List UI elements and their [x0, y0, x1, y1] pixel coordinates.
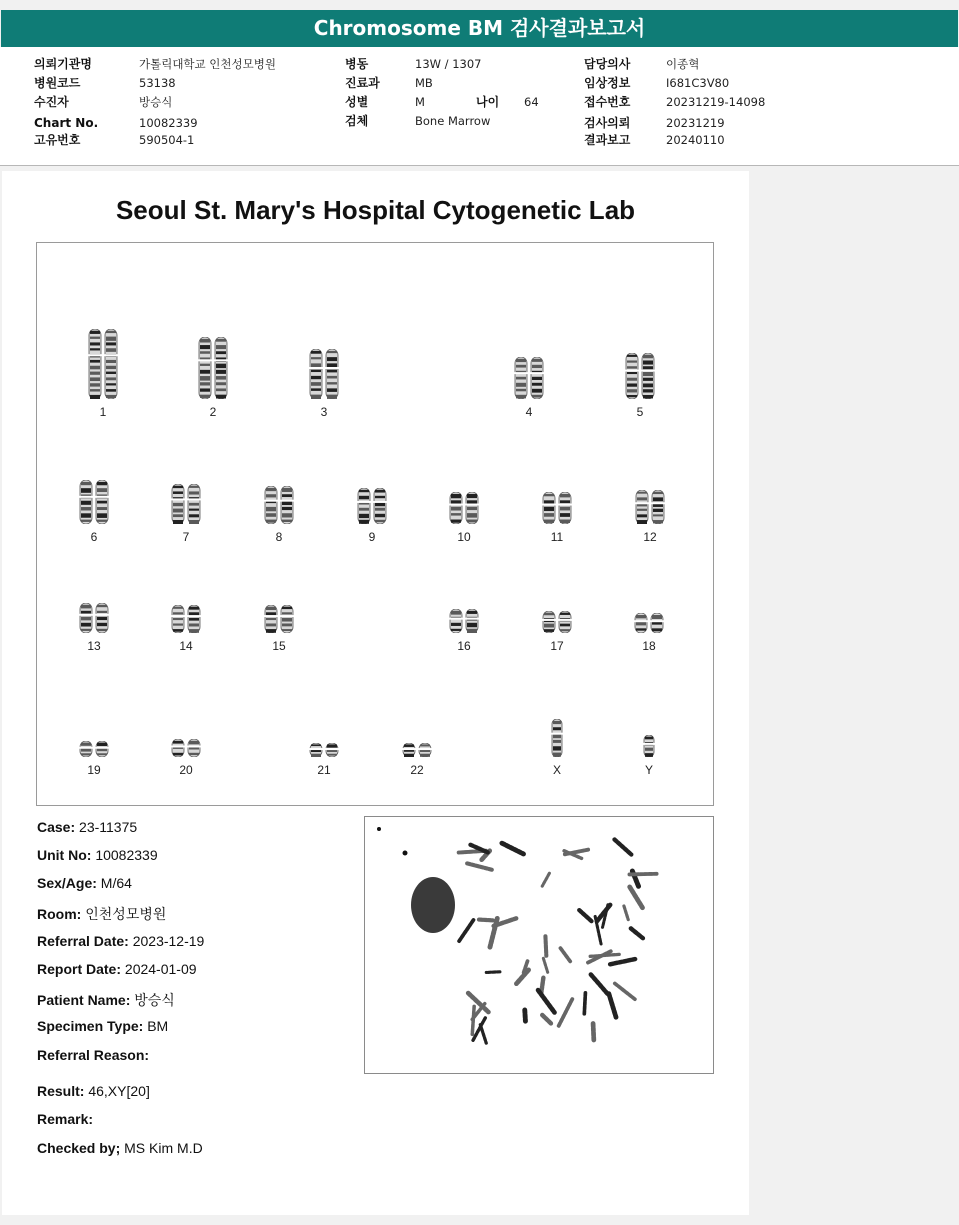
metaphase-chromosome: [565, 850, 588, 855]
case-info-value: 2023-12-19: [128, 933, 205, 949]
case-info-row: [37, 990, 175, 1010]
case-info-key: Unit No:: [37, 847, 92, 863]
metaphase-image: [364, 816, 714, 1074]
hospital-code-label: 병원코드: [34, 76, 81, 90]
chromosome-label: 15: [272, 639, 286, 653]
metaphase-chromosome: [624, 906, 628, 920]
chart-no-value: 10082339: [139, 116, 198, 130]
chromosome-7-image: [169, 484, 203, 524]
chromosome-11-image: [540, 492, 574, 524]
chromosome-14-image: [169, 605, 203, 633]
physician-value: 이종혁: [666, 57, 700, 71]
metaphase-chromosome: [459, 920, 474, 942]
chromosome-13-image: [77, 603, 111, 633]
metaphase-chromosome: [629, 874, 656, 875]
chromosome-18-image: [632, 613, 666, 633]
metaphase-chromosome: [472, 1006, 474, 1034]
metaphase-chromosome: [545, 936, 546, 955]
metaphase-chromosome: [560, 948, 570, 962]
case-info-row: [37, 1018, 168, 1034]
patient-value: 방승식: [139, 95, 173, 109]
chromosome-8-image: [262, 486, 296, 524]
metaphase-chromosome: [490, 918, 497, 947]
chromosome-9-image: [355, 488, 389, 524]
case-info-row: [37, 904, 166, 924]
institution-label: 의뢰기관명: [34, 57, 92, 71]
case-info-key: Case:: [37, 819, 76, 835]
metaphase-chromosome: [502, 843, 524, 854]
department-label: 진료과: [345, 76, 380, 90]
report-date-label: 결과보고: [584, 133, 631, 147]
request-date-value: 20231219: [666, 116, 725, 130]
chromosome-label: 17: [550, 639, 564, 653]
chromosome-label: 9: [368, 530, 376, 544]
case-info-row: [37, 875, 132, 891]
case-info-row: [37, 933, 204, 949]
chart-no-label: Chart No.: [34, 116, 99, 130]
metaphase-chromosome: [631, 928, 643, 938]
metaphase-chromosome: [584, 993, 585, 1014]
case-info-value: 방승식: [130, 992, 175, 1008]
chromosome-label: 8: [275, 530, 283, 544]
metaphase-chromosome: [559, 999, 573, 1026]
case-info-key: Room:: [37, 906, 82, 922]
chromosome-label: X: [552, 763, 561, 777]
case-info-key: Checked by;: [37, 1140, 121, 1156]
nucleus-blob: [411, 877, 455, 933]
chromosome-label: 10: [457, 530, 471, 544]
metaphase-chromosome: [610, 959, 635, 964]
specimen-label: 검체: [345, 114, 369, 128]
chromosome-label: 13: [87, 639, 101, 653]
metaphase-chromosome: [609, 994, 616, 1018]
case-info-row: [37, 819, 137, 835]
case-info-value: 2024-01-09: [121, 961, 197, 977]
clinical-info-label: 임상정보: [584, 76, 631, 90]
metaphase-chromosome: [486, 972, 500, 973]
debris-dot: [377, 827, 381, 831]
department-value: MB: [415, 76, 433, 90]
metaphase-chromosome: [579, 910, 592, 922]
case-info-key: Patient Name:: [37, 992, 131, 1008]
chromosome-10-image: [447, 492, 481, 524]
chromosome-label: 20: [179, 763, 193, 777]
chromosome-label: 14: [179, 639, 193, 653]
ward-value: 13W / 1307: [415, 57, 482, 71]
case-info-row: [37, 1047, 149, 1063]
metaphase-chromosome: [538, 990, 554, 1012]
sex-value: M: [415, 95, 425, 109]
chromosome-label: 2: [209, 405, 217, 419]
institution-value: 가톨릭대학교 인천성모병원: [139, 57, 276, 71]
chromosome-17-image: [540, 611, 574, 633]
chromosome-15-image: [262, 605, 296, 633]
debris-dot: [403, 851, 408, 856]
karyogram-panel: [36, 242, 714, 806]
metaphase-chromosome: [615, 839, 632, 854]
chromosome-label: 16: [457, 639, 471, 653]
unique-id-label: 고유번호: [34, 133, 81, 147]
chromosome-label: 18: [642, 639, 656, 653]
clinical-info-value: I681C3V80: [666, 76, 730, 90]
accession-value: 20231219-14098: [666, 95, 766, 109]
request-date-label: 검사의뢰: [584, 116, 631, 130]
metaphase-chromosome: [591, 974, 608, 994]
sex-label: 성별: [345, 95, 369, 109]
case-info-key: Result:: [37, 1083, 85, 1099]
chromosome-label: 12: [643, 530, 657, 544]
metaphase-chromosome: [480, 1025, 486, 1043]
chromosome-label: 21: [317, 763, 331, 777]
case-info-key: Referral Reason:: [37, 1047, 150, 1063]
chromosome-label: 6: [90, 530, 98, 544]
case-info-row: [37, 847, 158, 863]
case-info-value: MS Kim M.D: [120, 1140, 203, 1156]
chromosome-label: 4: [525, 405, 533, 419]
case-info-key: Sex/Age:: [37, 875, 97, 891]
ward-label: 병동: [345, 57, 369, 71]
metaphase-chromosome: [630, 887, 643, 908]
lab-title: Seoul St. Mary's Hospital Cytogenetic Lab: [115, 195, 636, 225]
chromosome-5-image: [623, 353, 657, 399]
unique-id-value: 590504-1: [139, 133, 195, 147]
specimen-value: Bone Marrow: [415, 114, 491, 128]
case-info-row: [37, 1111, 93, 1127]
chromosome-2-image: [196, 337, 230, 399]
case-info-row: [37, 961, 197, 977]
case-info-row: [37, 1083, 150, 1099]
hospital-code-value: 53138: [139, 76, 176, 90]
chromosome-16-image: [447, 609, 481, 633]
chromosome-19-image: [77, 741, 111, 757]
age-value: 64: [524, 95, 539, 109]
chromosome-4-image: [512, 357, 546, 399]
chromosome-3-image: [307, 349, 341, 399]
physician-label: 담당의사: [584, 57, 631, 71]
report-date-value: 20240110: [666, 133, 725, 147]
metaphase-chromosome: [593, 1023, 594, 1041]
case-info-value: 인천성모병원: [81, 906, 167, 922]
metaphase-chromosome: [479, 920, 493, 921]
chromosome-20-image: [169, 739, 203, 757]
chromosome-label: 11: [550, 530, 564, 544]
metaphase-chromosome: [542, 873, 549, 886]
report-title: Chromosome BM 검사결과보고서: [1, 10, 958, 47]
metaphase-chromosome: [542, 1015, 551, 1024]
chromosome-21-image: [307, 743, 341, 757]
accession-label: 접수번호: [584, 95, 631, 109]
metaphase-spread-image: [365, 817, 713, 1073]
case-info-value: BM: [143, 1018, 169, 1034]
chromosome-label: Y: [644, 763, 653, 777]
age-label: 나이: [476, 95, 500, 109]
chromosome-22-image: [400, 743, 434, 757]
case-info-key: Remark:: [37, 1111, 94, 1127]
case-info-value: 23-11375: [75, 819, 138, 835]
case-info-key: Report Date:: [37, 961, 122, 977]
metaphase-chromosome: [543, 958, 547, 972]
chromosome-y-image: [642, 735, 656, 757]
case-info-value: M/64: [96, 875, 132, 891]
patient-label: 수진자: [34, 95, 69, 109]
case-info-row: [37, 1140, 203, 1156]
chromosome-6-image: [77, 480, 111, 524]
chromosome-label: 5: [636, 405, 644, 419]
chromosome-label: 1: [99, 405, 107, 419]
chromosome-label: 22: [410, 763, 424, 777]
case-info-key: Specimen Type:: [37, 1018, 144, 1034]
metaphase-chromosome: [525, 1010, 526, 1021]
metaphase-chromosome: [615, 983, 635, 999]
chromosome-1-image: [86, 329, 120, 399]
case-info-key: Referral Date:: [37, 933, 129, 949]
chromosome-x-image: [550, 719, 564, 757]
chromosome-label: 19: [87, 763, 101, 777]
chromosome-12-image: [633, 490, 667, 524]
case-info-value: 46,XY[20]: [84, 1083, 150, 1099]
metaphase-chromosome: [467, 863, 492, 869]
chromosome-label: 7: [182, 530, 190, 544]
chromosome-label: 3: [320, 405, 328, 419]
case-info-value: 10082339: [91, 847, 158, 863]
